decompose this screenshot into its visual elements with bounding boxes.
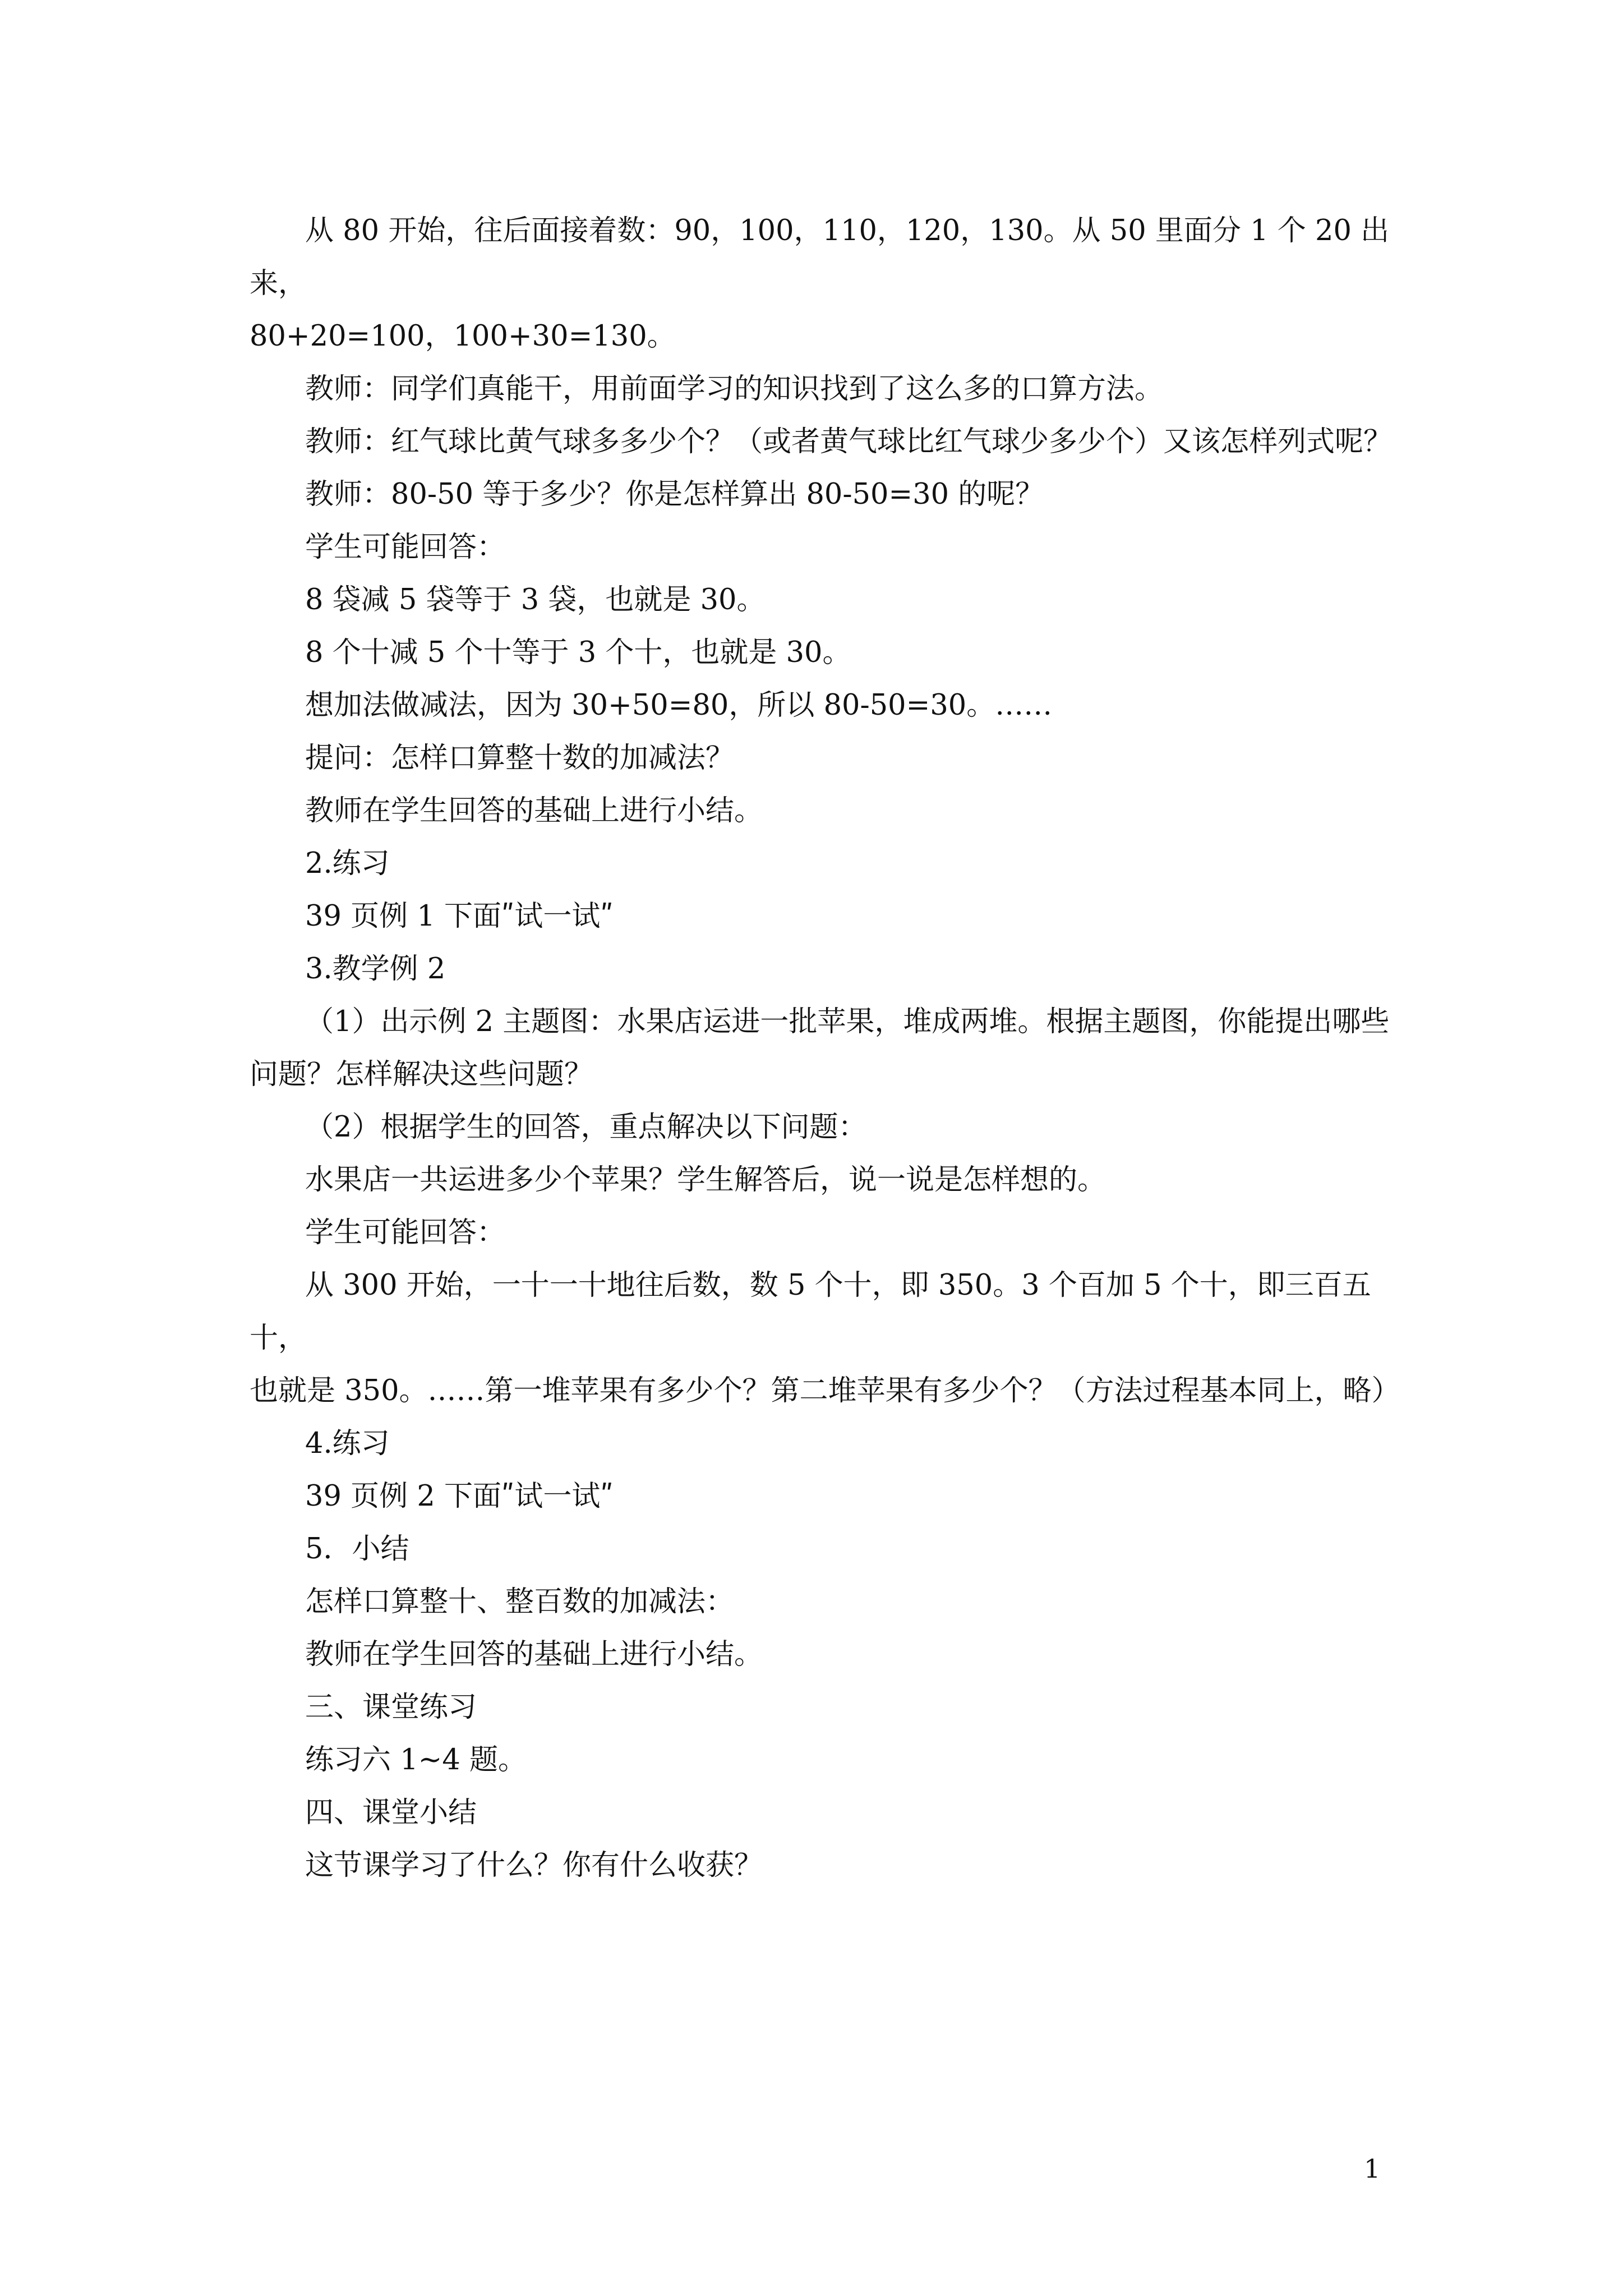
paragraph-answer-tens: 8 个十减 5 个十等于 3 个十，也就是 30。 [305,636,851,669]
paragraph-show-example-2 [250,996,1396,1101]
paragraph-line: 也就是 350。……第一堆苹果有多少个？第二堆苹果有多少个？（方法过程基本同上，略） [250,1374,1400,1407]
paragraph-question-tens: 提问：怎样口算整十数的加减法？ [305,742,735,775]
paragraph-answer-300 [250,1259,1400,1418]
section-class-summary: 四、课堂小结 [305,1796,477,1829]
paragraph-exercise-6: 练习六 1~4 题。 [305,1743,527,1777]
section-practice-2: 2.练习 [305,847,390,880]
section-class-practice: 三、课堂练习 [305,1691,477,1724]
paragraph-how-to-calculate: 怎样口算整十、整百数的加减法： [305,1585,735,1618]
paragraph-student-answers-heading-2: 学生可能回答： [305,1216,506,1249]
paragraph-solve-questions: （2）根据学生的回答，重点解决以下问题： [305,1111,867,1144]
section-practice-4: 4.练习 [305,1427,390,1460]
paragraph-answer-bags: 8 袋减 5 袋等于 3 袋，也就是 30。 [305,583,766,616]
paragraph-line: 80+20=100，100+30=130。 [250,320,676,353]
paragraph-line: 从 80 开始，往后面接着数：90，100，110，120，130。从 50 里面分 1 个 20 出来， [250,214,1390,300]
section-example-2: 3.教学例 2 [305,953,446,986]
paragraph-reflection-question: 这节课学习了什么？你有什么收获？ [305,1849,763,1882]
paragraph-counting-method [250,205,1396,363]
paragraph-teacher-summary-2: 教师在学生回答的基础上进行小结。 [305,1638,763,1671]
paragraph-teacher-summary: 教师在学生回答的基础上进行小结。 [305,794,763,827]
paragraph-line: （1）出示例 2 主题图：水果店运进一批苹果，堆成两堆。根据主题图，你能提出哪些 [305,1005,1390,1038]
paragraph-student-answers-heading: 学生可能回答： [305,531,506,564]
paragraph-line: 从 300 开始，一十一十地往后数，数 5 个十，即 350。3 个百加 5 个十，即三百五十， [250,1269,1371,1355]
paragraph-page-39-example-2: 39 页例 2 下面ʺ试一试ʺ [305,1480,614,1513]
page-number: 1 [1364,2154,1381,2184]
body-text [250,205,1400,1892]
paragraph-line: 问题？怎样解决这些问题？ [250,1058,593,1091]
section-summary-5: 5．小结 [305,1533,409,1566]
paragraph-teacher-question-balloons: 教师：红气球比黄气球多多少个？（或者黄气球比红气球少多少个）又该怎样列式呢？ [305,425,1393,458]
paragraph-page-39-example-1: 39 页例 1 下面ʺ试一试ʺ [305,900,614,933]
paragraph-teacher-question-subtraction: 教师：80-50 等于多少？你是怎样算出 80-50=30 的呢？ [305,478,1044,511]
paragraph-teacher-praise: 教师：同学们真能干，用前面学习的知识找到了这么多的口算方法。 [305,372,1164,406]
paragraph-apples-question: 水果店一共运进多少个苹果？学生解答后，说一说是怎样想的。 [305,1163,1106,1197]
paragraph-answer-addition: 想加法做减法，因为 30+50=80，所以 80-50=30。…… [305,689,1053,722]
